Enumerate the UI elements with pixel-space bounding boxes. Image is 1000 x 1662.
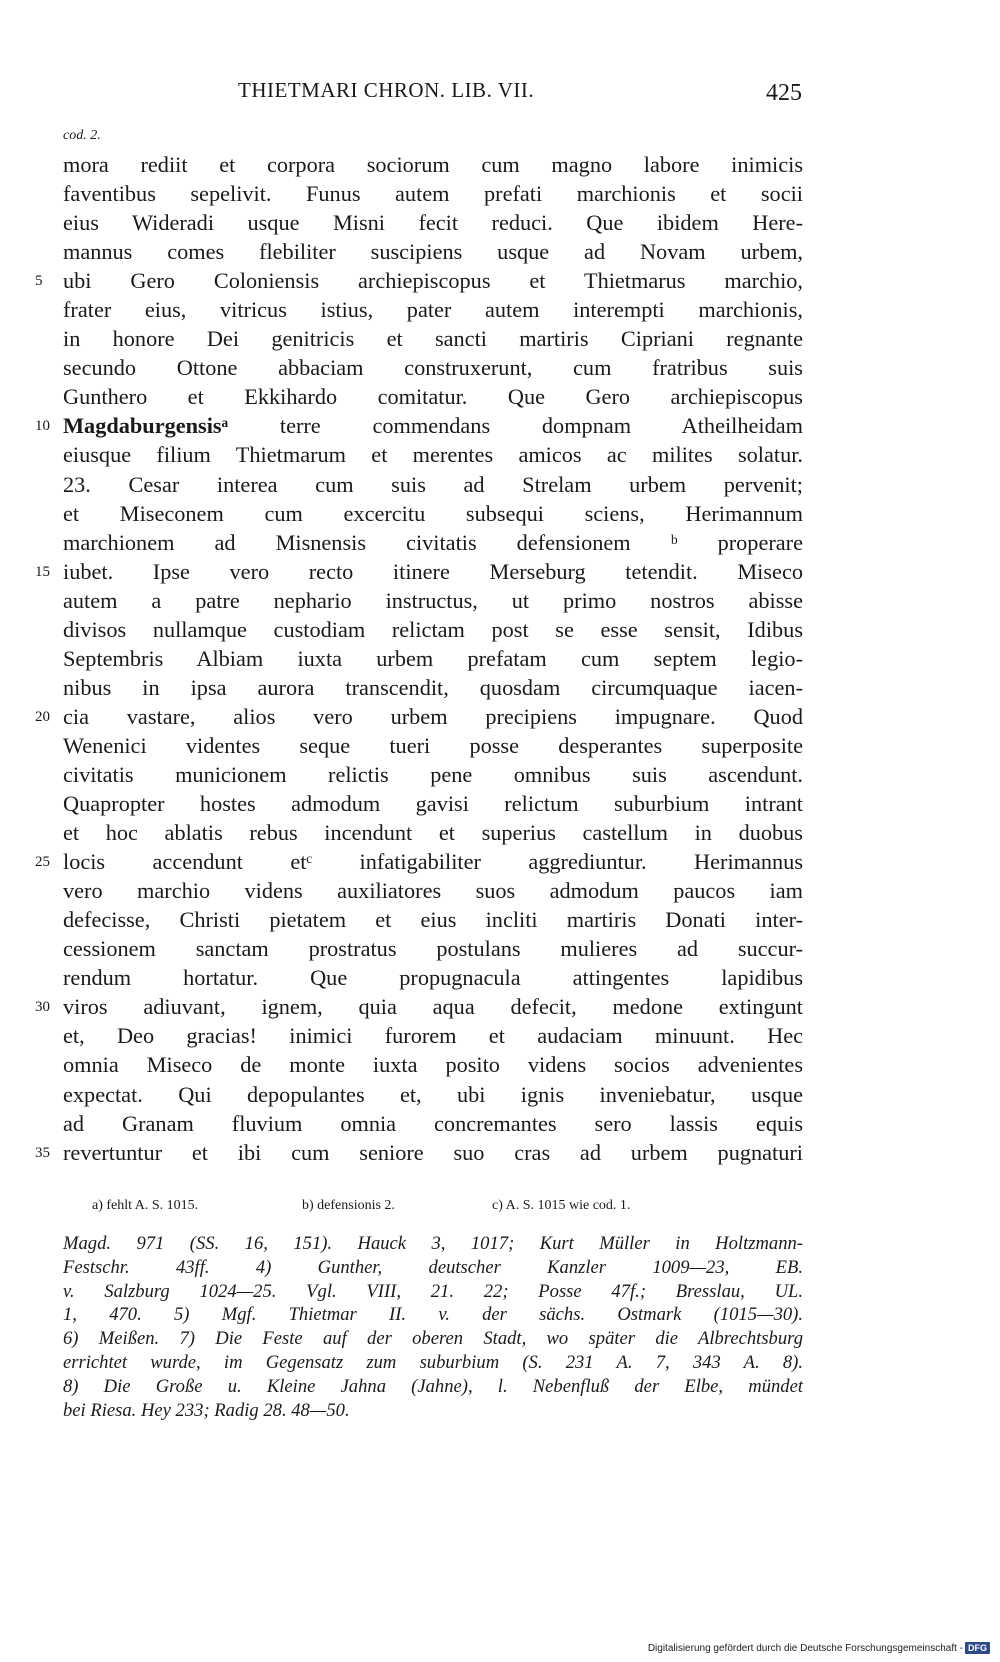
text-line	[63, 731, 803, 760]
text-line	[63, 818, 803, 847]
text-line	[63, 179, 803, 208]
text-line	[63, 528, 803, 557]
dfg-credit-text: Digitalisierung gefördert durch die Deutsche Forschungsgemeinschaft -	[647, 1642, 963, 1654]
line-text: secundo Ottone abbaciam construxerunt, cum fratribus suis	[63, 355, 803, 381]
text-line	[63, 876, 803, 905]
line-text: divisos nullamque custodiam relictam post se esse sensit, Idibus	[63, 616, 803, 642]
line-text: Gunthero et Ekkihardo comitatur. Que Gero archiepiscopus	[63, 384, 803, 410]
text-line	[63, 470, 803, 499]
line-text: iubet. Ipse vero recto itinere Merseburg tetendit. Miseco	[63, 558, 803, 584]
page-header	[62, 74, 802, 114]
text-line	[63, 1080, 803, 1109]
line-text: cia vastare, alios vero urbem precipiens impugnare. Quod	[63, 703, 803, 729]
text-line	[63, 353, 803, 382]
line-text: Wenenici videntes seque tueri posse desperantes superposite	[63, 732, 803, 758]
line-number: 10	[35, 418, 50, 435]
line-text: in honore Dei genitricis et sancti martiris Cipriani regnante	[63, 326, 803, 352]
line-text: 23. Cesar interea cum suis ad Strelam urbem pervenit;	[63, 471, 803, 497]
text-line	[63, 644, 803, 673]
text-line	[63, 324, 803, 353]
line-text: revertuntur et ibi cum seniore suo cras ad urbem pugnaturi	[63, 1139, 803, 1165]
footnote-line: bei Riesa. Hey 233; Radig 28. 48—50.	[63, 1399, 350, 1421]
page-number: 425	[766, 80, 802, 106]
dfg-logo: DFG	[965, 1642, 990, 1654]
running-title: THIETMARI CHRON. LIB. VII.	[238, 78, 535, 102]
text-line	[63, 208, 803, 237]
footnote-line: 8) Die Große u. Kleine Jahna (Jahne), l. Nebenfluß der Elbe, mündet	[63, 1375, 803, 1397]
line-text: et hoc ablatis rebus incendunt et superius castellum in duobus	[63, 820, 803, 846]
line-text: omnia Miseco de monte iuxta posito videns socios advenientes	[63, 1052, 803, 1078]
line-text: rendum hortatur. Que propugnacula attingentes lapidibus	[63, 965, 803, 991]
text-line	[63, 1109, 803, 1138]
text-line	[63, 237, 803, 266]
footnote-line: v. Salzburg 1024—25. Vgl. VIII, 21. 22; Posse 47f.; Bresslau, UL.	[63, 1280, 803, 1302]
footnote-line: 6) Meißen. 7) Die Feste auf der oberen Stadt, wo später die Albrechtsburg	[63, 1328, 803, 1350]
footnote-line: errichtet wurde, im Gegensatz zum suburbium (S. 231 A. 7, 343 A. 8).	[63, 1351, 803, 1373]
line-number: 20	[35, 708, 50, 725]
line-text: locis accendunt etᶜ infatigabiliter aggrediuntur. Herimannus	[63, 849, 803, 875]
line-text: civitatis municionem relictis pene omnibus suis ascendunt.	[63, 761, 803, 787]
footnote-line: Festschr. 43ff. 4) Gunther, deutscher Kanzler 1009—23, EB.	[63, 1256, 803, 1278]
dfg-credit	[648, 1642, 990, 1654]
text-line	[63, 499, 803, 528]
line-text: mora rediit et corpora sociorum cum magno labore inimicis	[63, 152, 803, 177]
line-text: marchionem ad Misnensis civitatis defensionem ᵇ properare	[63, 529, 803, 555]
line-text: faventibus sepelivit. Funus autem prefati marchionis et socii	[63, 181, 803, 207]
text-line	[35, 992, 803, 1021]
text-line	[63, 615, 803, 644]
line-text: eiusque filium Thietmarum et merentes amicos ac milites solatur.	[63, 442, 803, 468]
text-line	[35, 266, 803, 295]
text-line	[35, 557, 803, 586]
text-line	[63, 440, 803, 469]
line-text: nibus in ipsa aurora transcendit, quosdam circumquaque iacen-	[63, 674, 803, 700]
text-line	[63, 760, 803, 789]
line-number: 30	[35, 999, 50, 1016]
text-line	[63, 1021, 803, 1050]
text-line	[35, 702, 803, 731]
text-line	[63, 934, 803, 963]
line-text: ubi Gero Coloniensis archiepiscopus et Thietmarus marchio,	[63, 268, 803, 294]
text-line	[63, 382, 803, 411]
text-line	[63, 905, 803, 934]
line-text: autem a patre nephario instructus, ut primo nostros abisse	[63, 587, 803, 613]
text-line	[35, 1138, 803, 1167]
text-line	[63, 586, 803, 615]
apparatus-entry: a) fehlt A. S. 1015.	[92, 1198, 199, 1213]
line-text: viros adiuvant, ignem, quia aqua defecit, medone extingunt	[63, 994, 803, 1020]
line-text: expectat. Qui depopulantes et, ubi ignis inveniebatur, usque	[63, 1081, 803, 1107]
line-text: Magdaburgensisᵃ terre commendans dompnam Atheilheidam	[63, 413, 803, 439]
line-text: defecisse, Christi pietatem et eius incliti martiris Donati inter-	[63, 907, 803, 933]
codex-note: cod. 2.	[63, 128, 101, 143]
footnote-line: 1, 470. 5) Mgf. Thietmar II. v. der sächs. Ostmark (1015—30).	[63, 1304, 803, 1326]
footnotes-block	[63, 1232, 803, 1422]
text-line	[63, 963, 803, 992]
line-text: cessionem sanctam prostratus postulans mulieres ad succur-	[63, 936, 803, 962]
line-number: 15	[35, 563, 50, 580]
text-line	[63, 295, 803, 324]
text-line	[63, 1050, 803, 1079]
line-number: 35	[35, 1144, 50, 1161]
line-text: eius Wideradi usque Misni fecit reduci. Que ibidem Here-	[63, 210, 803, 236]
line-text: et, Deo gracias! inimici furorem et audaciam minuunt. Hec	[63, 1023, 803, 1049]
line-text: ad Granam fluvium omnia concremantes sero lassis equis	[63, 1110, 803, 1136]
text-line	[63, 673, 803, 702]
text-line	[63, 789, 803, 818]
line-number: 25	[35, 854, 50, 871]
line-text: Quapropter hostes admodum gavisi relictum suburbium intrant	[63, 791, 803, 817]
bold-word: Magdaburgensisᵃ	[63, 413, 229, 439]
apparatus-entry: b) defensionis 2.	[302, 1198, 395, 1213]
line-number: 5	[35, 273, 43, 290]
line-text: Septembris Albiam iuxta urbem prefatam cum septem legio-	[63, 645, 803, 671]
text-line	[35, 411, 803, 440]
main-text-block	[35, 150, 803, 1167]
text-line	[35, 847, 803, 876]
text-line	[63, 150, 803, 179]
line-text: et Miseconem cum excercitu subsequi sciens, Herimannum	[63, 500, 803, 526]
line-text: vero marchio videns auxiliatores suos admodum paucos iam	[63, 878, 803, 904]
footnote-line: Magd. 971 (SS. 16, 151). Hauck 3, 1017; Kurt Müller in Holtzmann-	[63, 1233, 803, 1254]
apparatus-entry: c) A. S. 1015 wie cod. 1.	[492, 1198, 631, 1213]
line-text: frater eius, vitricus istius, pater autem interempti marchionis,	[63, 297, 803, 323]
line-text: mannus comes flebiliter suscipiens usque ad Novam urbem,	[63, 239, 803, 265]
